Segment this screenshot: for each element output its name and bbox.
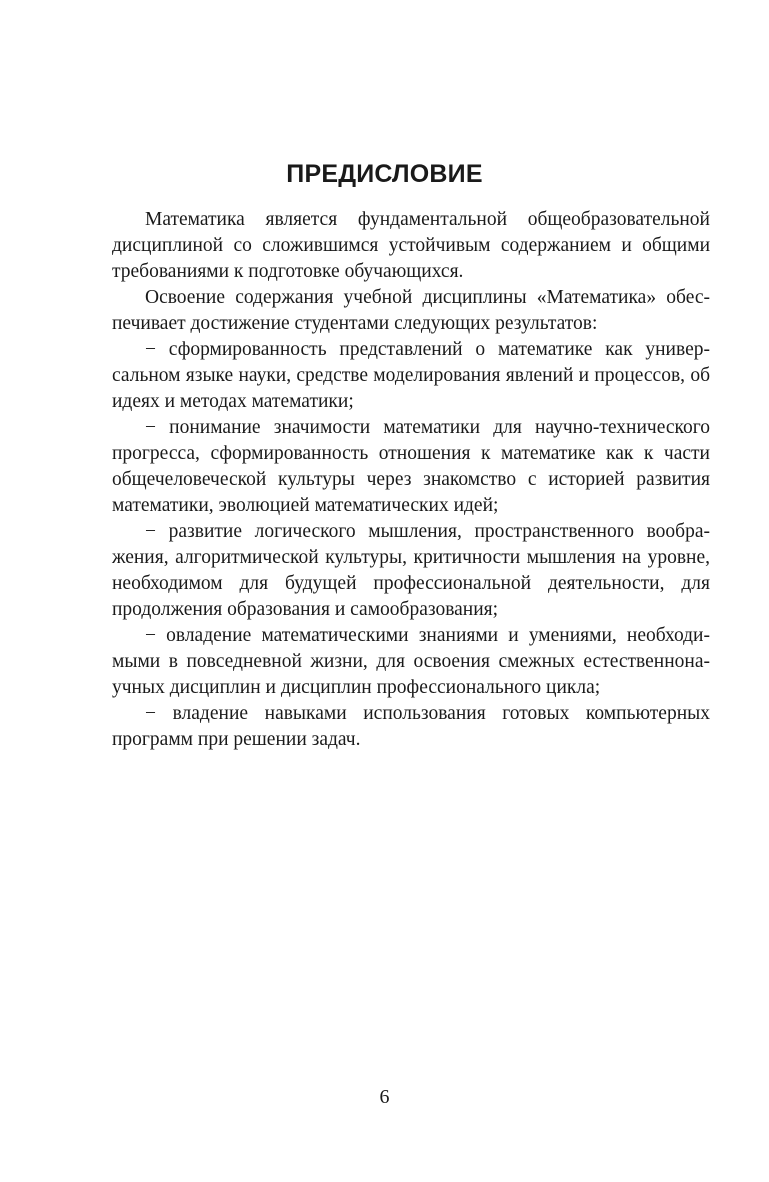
preface-text	[112, 207, 710, 753]
list-item-result-4: − овладение математическими знаниями и умениями, необходимыми в повседневной жизни, для освоения смежных естественнонаучных дисциплин и дисциплин профессионального цикла;	[112, 625, 710, 698]
page-title: ПРЕДИСЛОВИЕ	[286, 160, 483, 188]
page-number: 6	[379, 1086, 390, 1108]
list-item-result-1: − сформированность представлений о математике как универсальном языке науки, средстве моделирования явлений и процессов, об идеях и методах математики;	[112, 339, 710, 412]
list-item-result-3: − развитие логического мышления, пространственного воображения, алгоритмической культуры, критичности мышления на уровне, необходимом для будущей профессиональной деятельности, для продолжения образования и самообразования;	[112, 521, 710, 620]
list-item-result-2: − понимание значимости математики для научно-технического прогресса, сформированность отношения к математике как к части общечеловеческой культуры через знакомство с историей развития математики, эволюцией математических идей;	[112, 417, 710, 516]
paragraph-intro: Математика является фундаментальной общеобразовательной дисциплиной со сложившимся устойчивым содержанием и общими требованиями к подготовке обучающихся.	[112, 209, 710, 282]
list-item-result-5: − владение навыками использования готовых компьютерных программ при решении задач.	[112, 703, 710, 750]
paragraph-results: Освоение содержания учебной дисциплины «Математика» обеспечивает достижение студентами следующих результатов:	[112, 287, 710, 334]
